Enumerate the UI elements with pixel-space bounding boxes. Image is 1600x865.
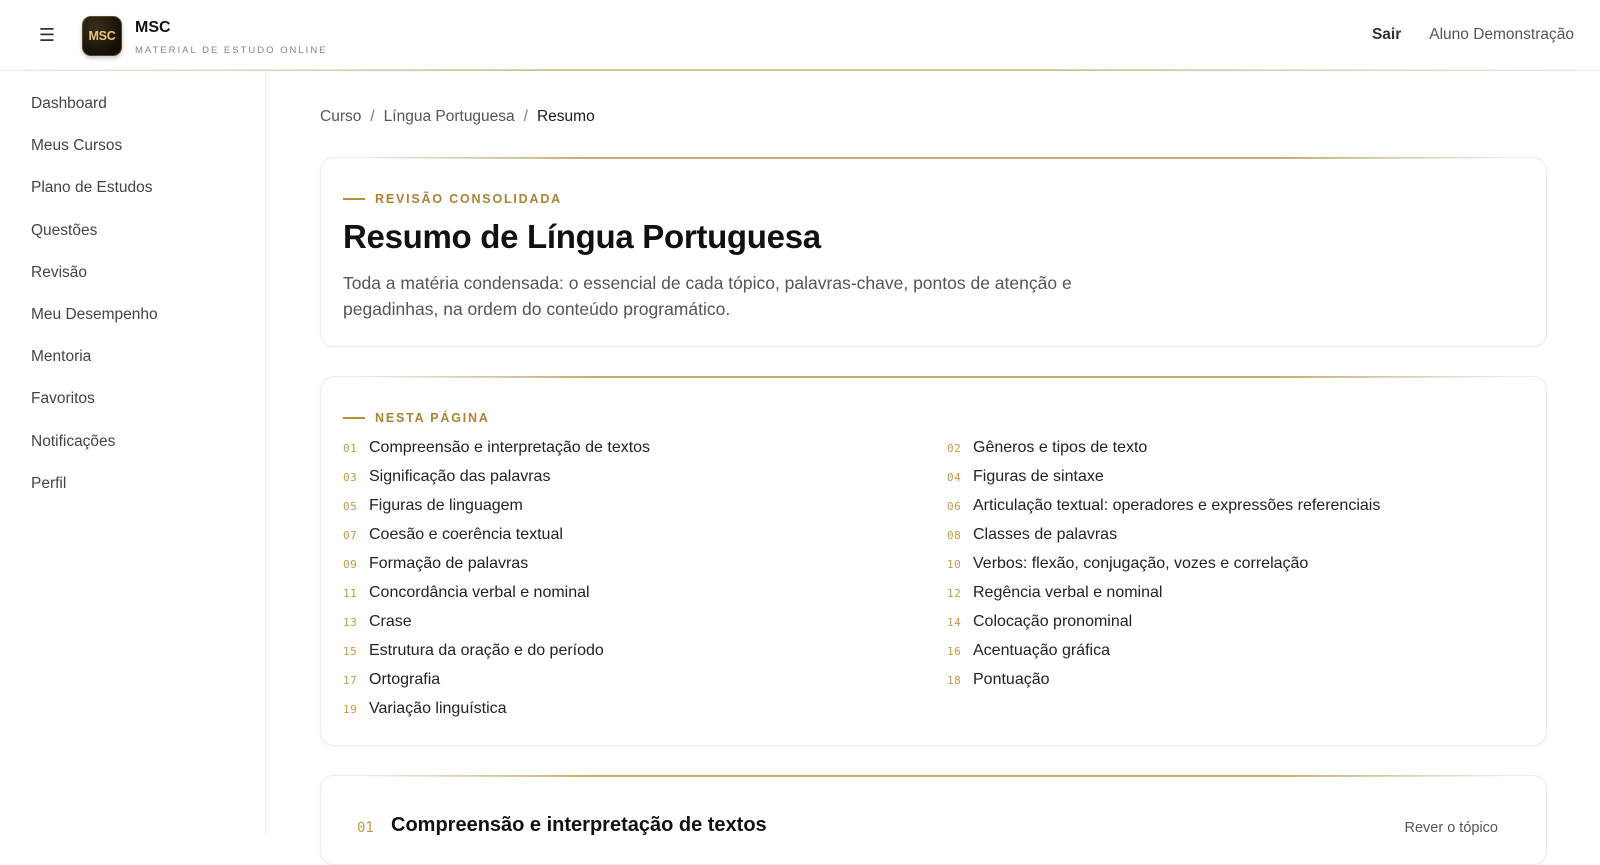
page-title: Resumo de Língua Portuguesa [343,218,821,255]
toc-item-label: Acentuação gráfica [973,642,1110,659]
sidebar-item-meus-cursos[interactable]: Meus Cursos [31,137,123,155]
toc-item-number: 10 [947,558,962,571]
topic-card [320,775,1547,865]
sidebar-item-notificacoes[interactable]: Notificações [31,432,116,450]
toc-item-label: Crase [369,613,412,630]
topic-number: 01 [357,820,374,836]
toc-item-label: Coesão e coerência textual [369,526,563,543]
main-content [266,72,1600,834]
toc-item-number: 13 [343,616,358,629]
toc-item-label: Estrutura da oração e do período [369,642,604,659]
toc-item-label: Formação de palavras [369,555,529,572]
toc-item[interactable] [947,584,1507,613]
top-navbar [0,0,1600,71]
toc-item-number: 06 [947,500,962,513]
toc-item-number: 15 [343,645,358,658]
menu-icon[interactable]: ☰ [38,24,56,45]
sidebar-item-questoes[interactable]: Questões [31,221,98,239]
logout-button[interactable]: Sair [1371,26,1402,43]
toc-item[interactable] [947,526,1507,555]
toc-item[interactable] [947,671,1507,700]
sidebar-item-dashboard[interactable]: Dashboard [31,95,107,112]
toc-item-label: Classes de palavras [973,526,1118,543]
toc-eyebrow [343,411,490,425]
toc-item-label: Gêneros e tipos de texto [973,439,1148,456]
breadcrumb-separator: / [523,108,528,125]
toc-item-number: 14 [947,616,962,629]
toc-item-label: Concordância verbal e nominal [369,584,590,601]
toc-item-label: Articulação textual: operadores e expressões referenciais [973,497,1381,514]
toc-item-label: Significação das palavras [369,468,551,485]
toc-item-number: 01 [343,442,358,455]
brand-name: MSC [135,19,171,36]
toc-item-label: Pontuação [973,671,1050,688]
toc-item[interactable] [947,642,1507,671]
toc-item[interactable] [947,468,1507,497]
toc-item-number: 03 [343,471,358,484]
toc-item-label: Colocação pronominal [973,613,1133,630]
toc-item[interactable] [343,584,947,613]
toc-item[interactable] [343,555,947,584]
page-description: Toda a matéria condensada: o essencial de cada tópico, palavras-chave, pontos de atenção e pegadinhas, na ordem do conteúdo programático. [343,273,1072,319]
breadcrumb-separator: / [370,108,375,125]
sidebar-item-perfil[interactable]: Perfil [31,474,67,492]
brand-subtitle: MATERIAL DE ESTUDO ONLINE [135,45,328,56]
toc-item-number: 07 [343,529,358,542]
user-name[interactable]: Aluno Demonstração [1429,26,1574,43]
toc-item-number: 16 [947,645,962,658]
user-area [1372,26,1574,44]
breadcrumb-item-lingua-portuguesa[interactable]: Língua Portuguesa [383,108,515,125]
brand-logo[interactable]: MSC [82,16,122,56]
toc-item-number: 05 [343,500,358,513]
hero-eyebrow-label: REVISÃO CONSOLIDADA [375,192,562,206]
toc-item-number: 02 [947,442,962,455]
toc-item[interactable] [947,497,1507,526]
eyebrow-line [343,198,365,200]
sidebar [0,72,266,834]
toc-item[interactable] [343,526,947,555]
breadcrumb-item-curso[interactable]: Curso [320,108,362,125]
sidebar-item-plano-de-estudos[interactable]: Plano de Estudos [31,179,153,197]
review-topic-link[interactable]: Rever o tópico [1404,820,1498,836]
toc-item[interactable] [947,613,1507,642]
toc-item-label: Variação linguística [369,700,507,717]
toc-list [343,439,1523,729]
sidebar-item-mentoria[interactable]: Mentoria [31,348,92,366]
toc-item-number: 19 [343,703,358,716]
eyebrow-line [343,417,365,419]
toc-item[interactable] [343,439,947,468]
toc-item-number: 17 [343,674,358,687]
breadcrumb [320,108,595,126]
toc-item-number: 08 [947,529,962,542]
toc-item-number: 12 [947,587,962,600]
toc-item[interactable] [343,700,947,729]
toc-item-number: 09 [343,558,358,571]
topic-title: Compreensão e interpretação de textos [391,814,767,836]
toc-item[interactable] [947,555,1507,584]
toc-item[interactable] [947,439,1507,468]
toc-item[interactable] [343,671,947,700]
table-of-contents-card [320,376,1547,746]
sidebar-item-revisao[interactable]: Revisão [31,263,87,281]
toc-item[interactable] [343,497,947,526]
toc-item-label: Figuras de sintaxe [973,468,1104,485]
toc-item-label: Verbos: flexão, conjugação, vozes e correlação [973,555,1309,572]
breadcrumb-item-resumo: Resumo [536,108,595,125]
summary-header-card [320,157,1547,347]
toc-item-number: 04 [947,471,962,484]
toc-item-number: 11 [343,587,358,600]
toc-item-label: Regência verbal e nominal [973,584,1163,601]
hero-eyebrow [343,192,562,206]
toc-item-label: Ortografia [369,671,441,688]
toc-item[interactable] [343,613,947,642]
toc-item-number: 18 [947,674,962,687]
toc-item-label: Compreensão e interpretação de textos [369,439,651,456]
toc-item-label: Figuras de linguagem [369,497,523,514]
sidebar-item-favoritos[interactable]: Favoritos [31,390,95,408]
toc-item[interactable] [343,642,947,671]
toc-eyebrow-label: NESTA PÁGINA [375,411,490,425]
toc-item[interactable] [343,468,947,497]
sidebar-item-meu-desempenho[interactable]: Meu Desempenho [31,305,158,323]
